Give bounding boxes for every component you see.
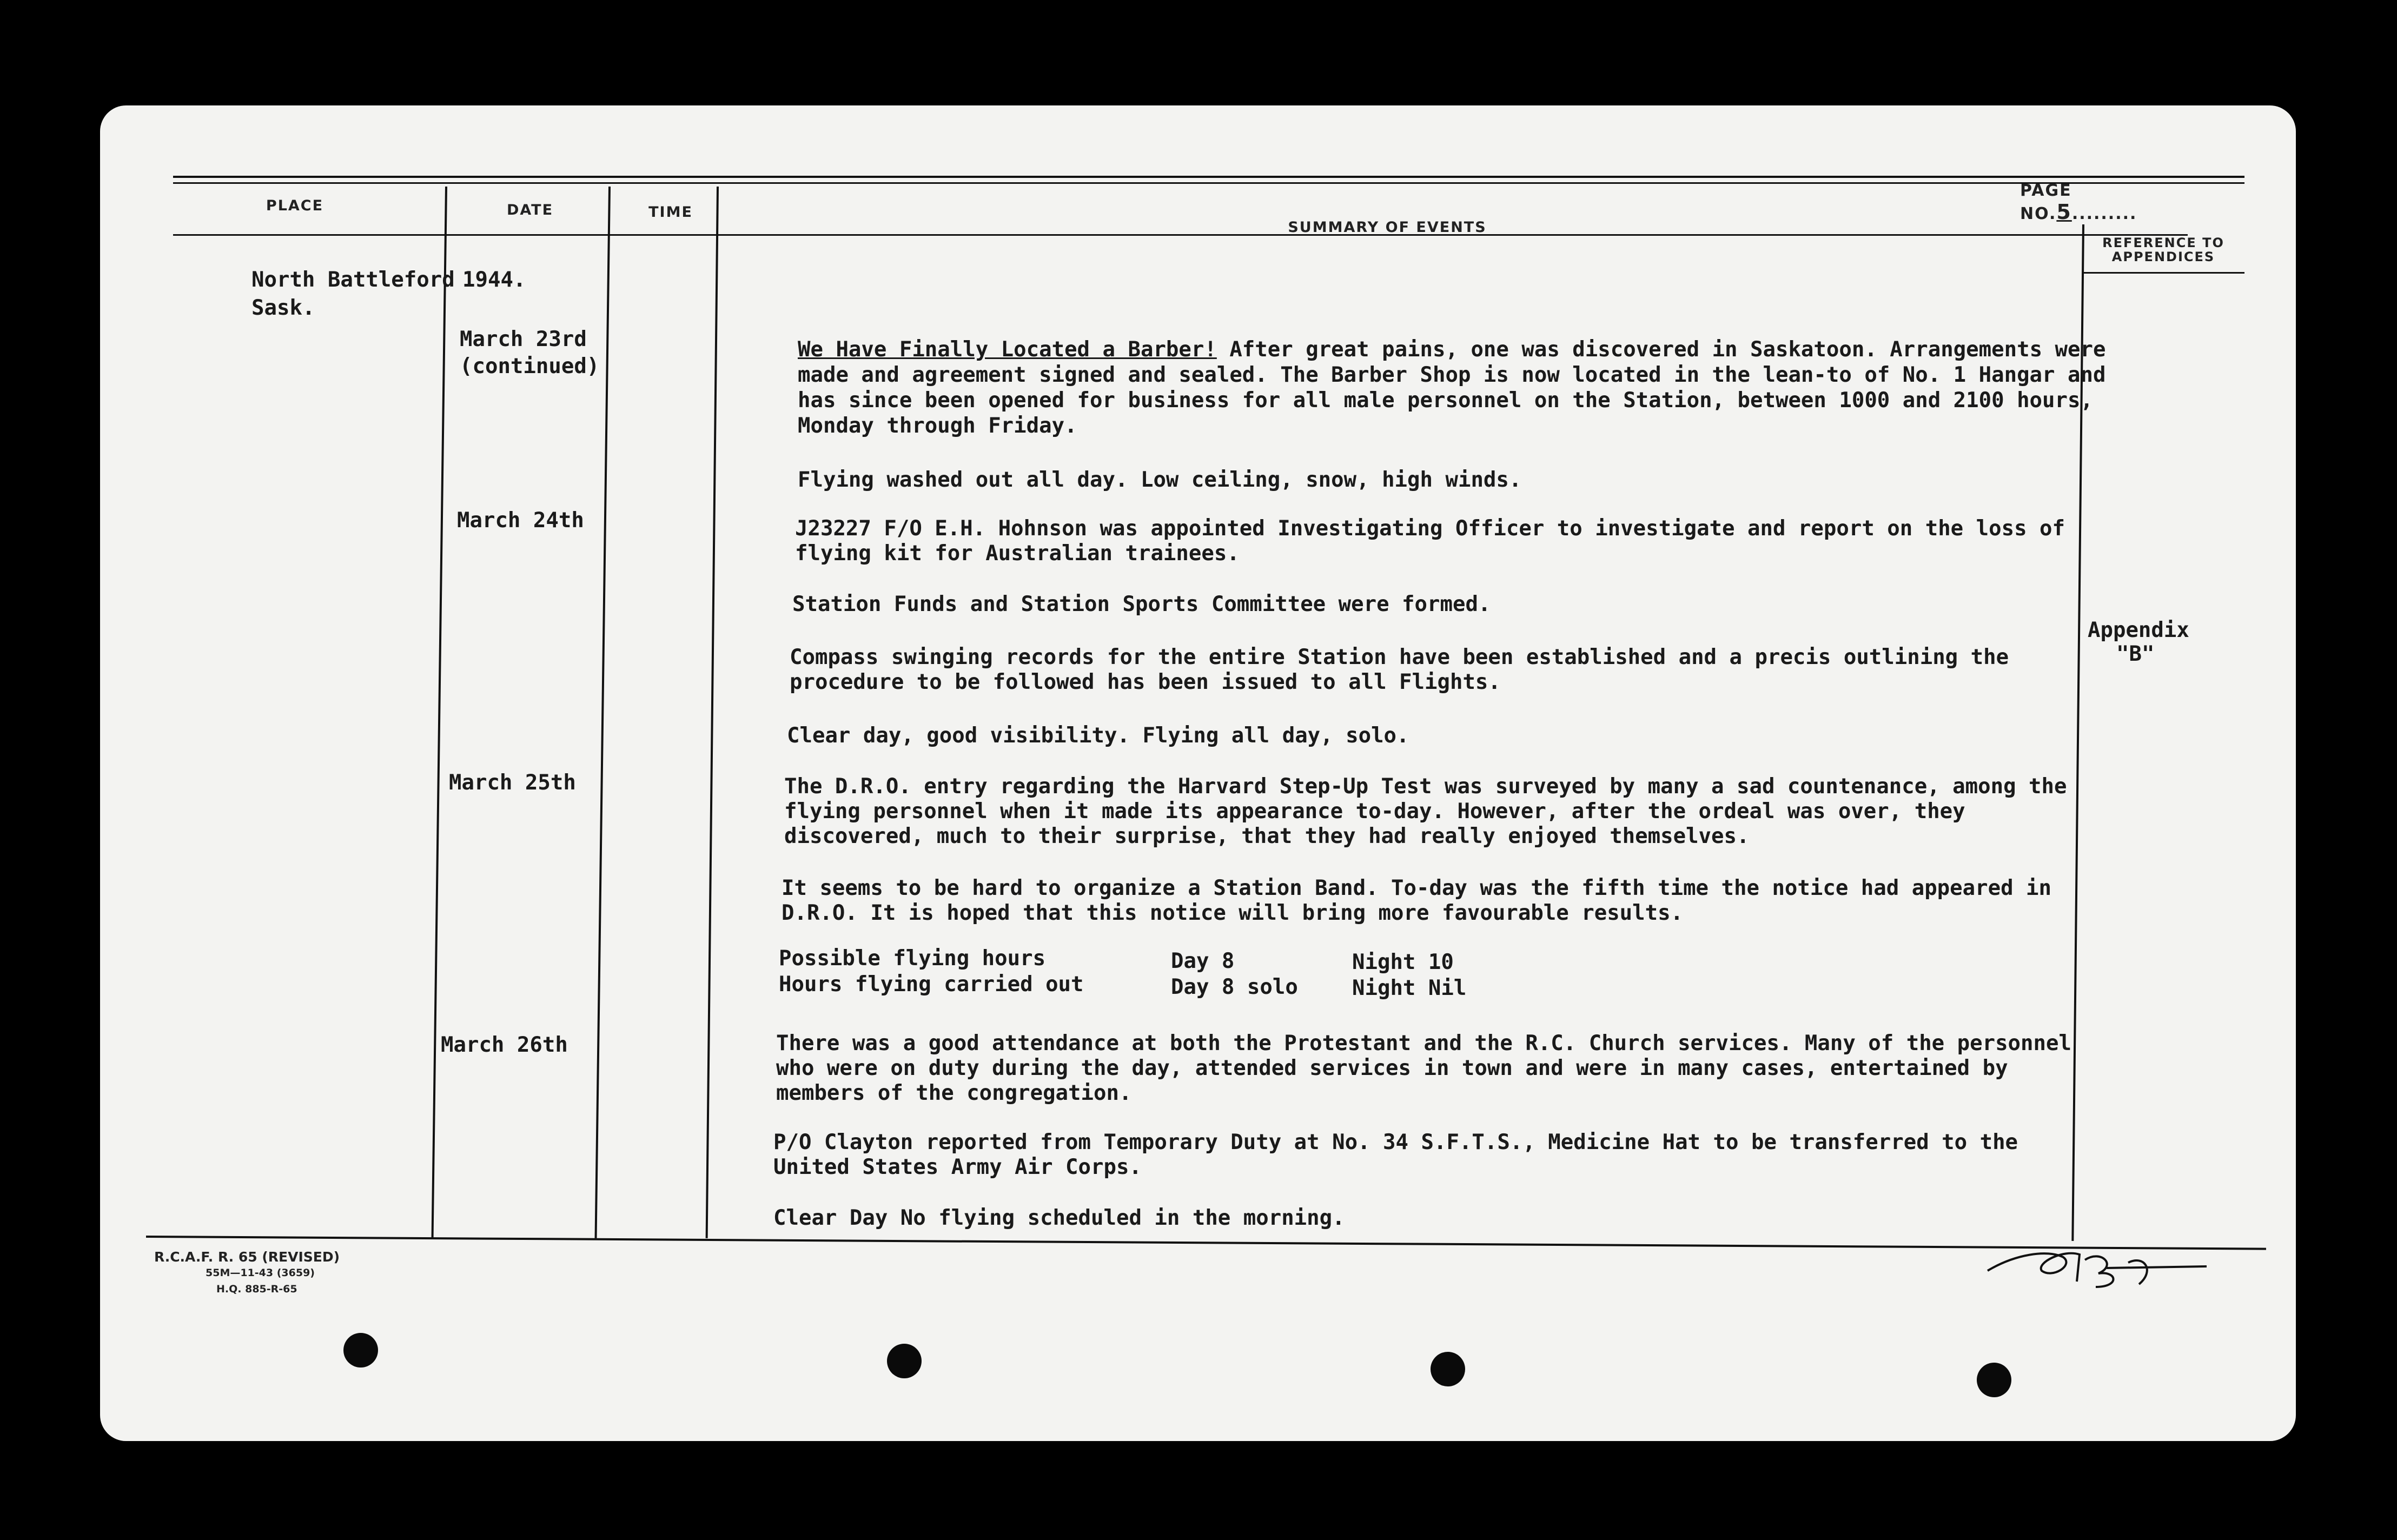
date-march23: March 23rd — [460, 327, 587, 351]
header-bottom-rule — [173, 234, 2188, 236]
reference-header-rule — [2082, 272, 2244, 274]
entry-flying-washed: Flying washed out all day. Low ceiling, snow, high winds. — [798, 468, 1522, 492]
top-rule-1 — [173, 176, 2244, 178]
place-date-divider — [432, 187, 447, 1238]
place-line1: North Battleford — [251, 268, 455, 292]
date-march25: March 25th — [449, 771, 576, 795]
top-rule-2 — [173, 182, 2244, 184]
entry-barber-body: After great pains, one was discovered in Saskatoon. Arrangements were made and agreement signed and sealed. The Barber Shop is now located in the lean-to of No. 1 Hangar and has since been opened for business for all male personnel on the Station, between 1000 and 2100 hours, Monday through Friday. — [798, 337, 2106, 438]
appendix-reference-line1: Appendix — [2088, 618, 2189, 642]
entry-clear-day: Clear day, good visibility. Flying all day, solo. — [787, 723, 1409, 748]
carried-hours-night: Night Nil — [1352, 976, 1467, 1000]
entry-barber — [798, 337, 2112, 439]
possible-hours-label: Possible flying hours — [779, 946, 1046, 971]
entry-dro-harvard: The D.R.O. entry regarding the Harvard Step-Up Test was surveyed by many a sad countenance, among the flying personnel when it made its appearance to-day. However, after the ordeal was over, they discovered, much to their surprise, that they had really enjoyed themselves. — [784, 774, 2067, 848]
entry-compass: Compass swinging records for the entire Station have been established and a precis outlining the procedure to be followed has been issued to all Flights. — [790, 645, 2009, 694]
place-line2: Sask. — [251, 296, 315, 320]
date-time-divider — [595, 187, 611, 1238]
entry-station-band: It seems to be hard to organize a Station Band. To-day was the fifth time the notice had appeared in D.R.O. It is hoped that this notice will bring more favourable results. — [782, 876, 2051, 925]
punch-hole — [1431, 1352, 1465, 1386]
date-march24: March 24th — [457, 508, 584, 533]
entry-church-services: There was a good attendance at both the Protestant and the R.C. Church services. Many of the personnel who were on duty during the day, attended services in town and were in many cases, entertained by members of the congregation. — [776, 1031, 2071, 1105]
page-number-label: PAGE NO.5......... — [2020, 181, 2137, 224]
punch-hole — [1977, 1363, 2011, 1397]
entry-clayton: P/O Clayton reported from Temporary Duty at No. 34 S.F.T.S., Medicine Hat to be transferred to the United States Army Air Corps. — [773, 1130, 2018, 1179]
form-code-1: 55M—11-43 (3659) — [206, 1267, 315, 1279]
carried-hours-label: Hours flying carried out — [779, 972, 1084, 997]
year: 1944. — [462, 268, 526, 292]
header-date: DATE — [506, 202, 554, 218]
punch-hole — [343, 1333, 378, 1368]
header-time: TIME — [648, 204, 693, 221]
entry-clear-no-flying: Clear Day No flying scheduled in the morning. — [773, 1206, 1345, 1230]
appendix-reference-line2: "B" — [2116, 642, 2155, 666]
initials-signature — [1982, 1233, 2209, 1303]
war-diary-form — [100, 105, 2296, 1441]
header-summary: SUMMARY OF EVENTS — [1288, 219, 1487, 236]
form-number: R.C.A.F. R. 65 (REVISED) — [154, 1249, 340, 1265]
time-summary-divider — [706, 187, 719, 1238]
date-march26: March 26th — [441, 1033, 568, 1057]
possible-hours-night: Night 10 — [1352, 950, 1454, 974]
header-place: PLACE — [266, 197, 324, 214]
header-reference-line1: REFERENCE TO — [2102, 235, 2224, 250]
header-reference-line2: APPENDICES — [2111, 249, 2215, 264]
carried-hours-day: Day 8 solo — [1171, 975, 1298, 999]
page-number: 5 — [2056, 200, 2072, 224]
possible-hours-day: Day 8 — [1171, 949, 1235, 973]
bottom-rule — [146, 1236, 2266, 1250]
entry-investigating-officer: J23227 F/O E.H. Hohnson was appointed Investigating Officer to investigate and report on the loss of flying kit for Australian trainees. — [795, 516, 2065, 566]
entry-station-funds: Station Funds and Station Sports Committee were formed. — [792, 592, 1491, 616]
punch-hole — [887, 1344, 922, 1378]
form-code-2: H.Q. 885-R-65 — [216, 1283, 297, 1295]
date-march23-continued: (continued) — [460, 354, 600, 379]
entry-barber-heading: We Have Finally Located a Barber! — [798, 337, 1217, 362]
